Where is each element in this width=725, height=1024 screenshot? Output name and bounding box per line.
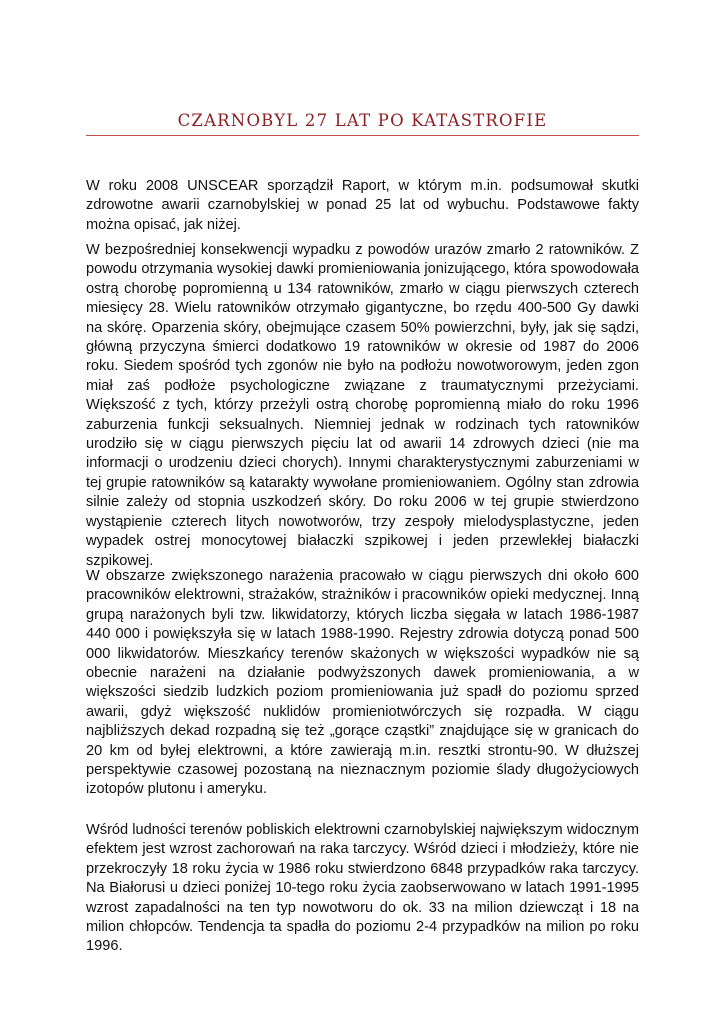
paragraph-thyroid-cancer: Wśród ludności terenów pobliskich elektrowni czarnobylskiej największym widocznym efektem jest wzrost zachorowań na raka tarczycy. Wśród dzieci i młodzieży, które nie przekroczyły 18 roku życia w 1986 roku stwierdzono 6848 przypadków raka tarczycy. Na Białorusi u dzieci poniżej 10-tego roku życia zaobserwowano w latach 1991-1995 wzrost zapadalności na ten typ nowotworu do ok. 33 na milion dziewcząt i 18 na milion chłopców. Tendencja ta spadła do poziomu 2-4 przypadków na milion po roku 1996. [86,822,639,955]
paragraph-exposure-zone: W obszarze zwiększonego narażenia pracowało w ciągu pierwszych dni około 600 pracowników elektrowni, strażaków, strażników i pracowników opieki medycznej. Inną grupą narażonych byli tzw. likwidatorzy, których liczba sięgała w latach 1986-1987 440 000 i powiększyła się w latach 1988-1990. Rejestry zdrowia dotyczą ponad 500 000 likwidatorów. Mieszkańcy terenów skażonych w większości wypadków nie są obecnie narażeni na działanie podwyższonych dawek promieniowania, a w większości siedzib ludzkich poziom promieniowania już spadł do poziomu sprzed awarii, gdyż większość nuklidów promieniotwórczych się rozpadła. W ciągu najbliższych dekad rozpadną się też „gorące cząstki” znajdujące się w granicach do 20 km od byłej elektrowni, a które zawierają m.in. resztki strontu-90. W dłuższej perspektywie czasowej pozostaną na nieznacznym poziomie ślady długożyciowych izotopów plutonu i ameryku. [86,568,639,798]
paragraph-rescuers: W bezpośredniej konsekwencji wypadku z powodów urazów zmarło 2 ratowników. Z powodu otrzymania wysokiej dawki promieniowania jonizującego, która spowodowała ostrą chorobę popromienną u 134 ratowników, zmarło w ciągu pierwszych czterech miesięcy 28. Wielu ratowników otrzymało gigantyczne, bo rzędu 400-500 Gy dawki na skórę. Oparzenia skóry, obejmujące czasem 50% powierzchni, były, jak się sądzi, główną przyczyna śmierci dodatkowo 19 ratowników w okresie od 1987 do 2006 roku. Siedem spośród tych zgonów nie było na podłożu nowotworowym, jeden zgon miał zaś podłoże psychologiczne związane z traumatycznymi przeżyciami. Większość z tych, którzy przeżyli ostrą chorobę popromienną miało do roku 1996 zaburzenia funkcji seksualnych. Niemniej jednak w rodzinach tych ratowników urodziło się w ciągu pierwszych pięciu lat od awarii 14 zdrowych dzieci (nie ma informacji o urodzeniu dzieci chorych). Innymi charakterystycznymi zaburzeniami w tej grupie ratowników są katarakty wywołane promieniowaniem. Ogólny stan zdrowia silnie zależy od stopnia uszkodzeń skóry. Do roku 2006 w tej grupie stwierdzono wystąpienie czterech litych nowotworów, trzy zespoły mielodysplastyczne, jeden wypadek ostrej monocytowej białaczki szpikowej i jeden przewlekłej białaczki szpikowej. [86,242,639,569]
title-divider [86,135,639,136]
paragraph-unscear-report: W roku 2008 UNSCEAR sporządził Raport, w którym m.in. podsumował skutki zdrowotne awarii czarnobylskiej w ponad 25 lat od wybuchu. Podstawowe fakty można opisać, jak niżej. [86,178,639,233]
page-title: CZARNOBYL 27 LAT PO KATASTROFIE [177,111,548,130]
